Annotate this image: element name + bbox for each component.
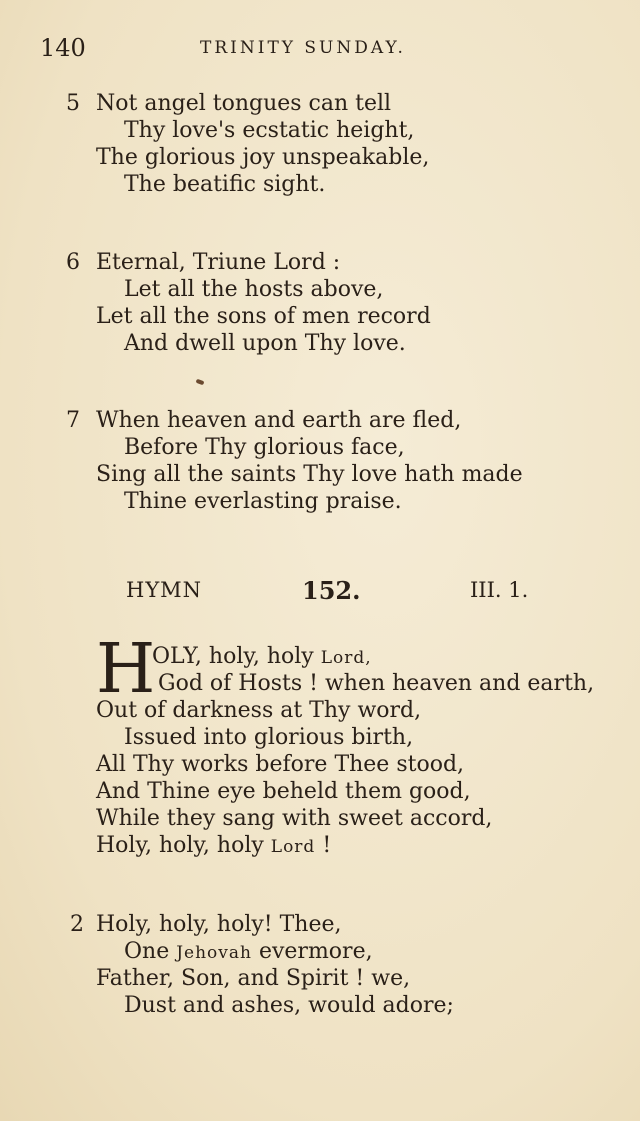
verse-line (124, 938, 373, 967)
line-text: Holy, holy, holy (96, 833, 271, 858)
verse-line: God of Hosts ! when heaven and earth, (158, 671, 595, 696)
verse-line: Dust and ashes, would adore; (124, 993, 454, 1018)
line-text: ! (315, 833, 332, 858)
verse-line-last (96, 832, 331, 861)
verse-line: Before Thy glorious face, (124, 435, 405, 460)
verse-number: 7 (66, 408, 80, 433)
line-text: OLY, holy, holy (152, 644, 321, 669)
small-caps-lord: Lord, (320, 648, 372, 668)
hymn-label: HYMN (126, 578, 203, 602)
verse-line: And dwell upon Thy love. (124, 331, 406, 356)
verse-line: And Thine eye beheld them good, (96, 779, 471, 804)
verse-number: 6 (66, 250, 80, 275)
verse-line: The glorious joy unspeakable, (96, 145, 430, 170)
hymn-heading (0, 576, 640, 610)
small-caps-lord: Lord (270, 837, 316, 857)
verse-line: All Thy works before Thee stood, (96, 752, 465, 777)
verse-line: Issued into glorious birth, (124, 725, 414, 750)
verse-line: The beatific sight. (124, 172, 326, 197)
verse-line: While they sang with sweet accord, (96, 806, 493, 831)
hymn-number: 152. (302, 576, 361, 605)
line-text: One (124, 939, 177, 964)
drop-cap: H (96, 630, 156, 709)
verse-line: Sing all the saints Thy love hath made (96, 462, 523, 487)
verse-line: Thy love's ecstatic height, (124, 118, 415, 143)
running-title: TRINITY SUNDAY. (200, 38, 406, 58)
verse-line: Eternal, Triune Lord : (96, 250, 341, 275)
hymn-meter: III. 1. (470, 578, 529, 602)
verse-line: When heaven and earth are fled, (96, 408, 462, 433)
verse-line: Holy, holy, holy! Thee, (96, 912, 342, 937)
verse-line: Not angel tongues can tell (96, 91, 392, 116)
verse-number: 5 (66, 91, 80, 116)
verse-line: Thine everlasting praise. (124, 489, 402, 514)
page-number: 140 (40, 34, 86, 62)
verse-line: Out of darkness at Thy word, (96, 698, 422, 723)
small-caps-jehovah: Jehovah (176, 943, 252, 963)
page-header (40, 34, 470, 64)
verse-line: Father, Son, and Spirit ! we, (96, 966, 411, 991)
verse-number: 2 (70, 912, 84, 937)
verse-line: Let all the sons of men record (96, 304, 431, 329)
verse-line: Let all the hosts above, (124, 277, 384, 302)
ink-smudge (196, 379, 205, 385)
line-text: evermore, (251, 939, 373, 964)
verse-line-first (152, 643, 372, 672)
